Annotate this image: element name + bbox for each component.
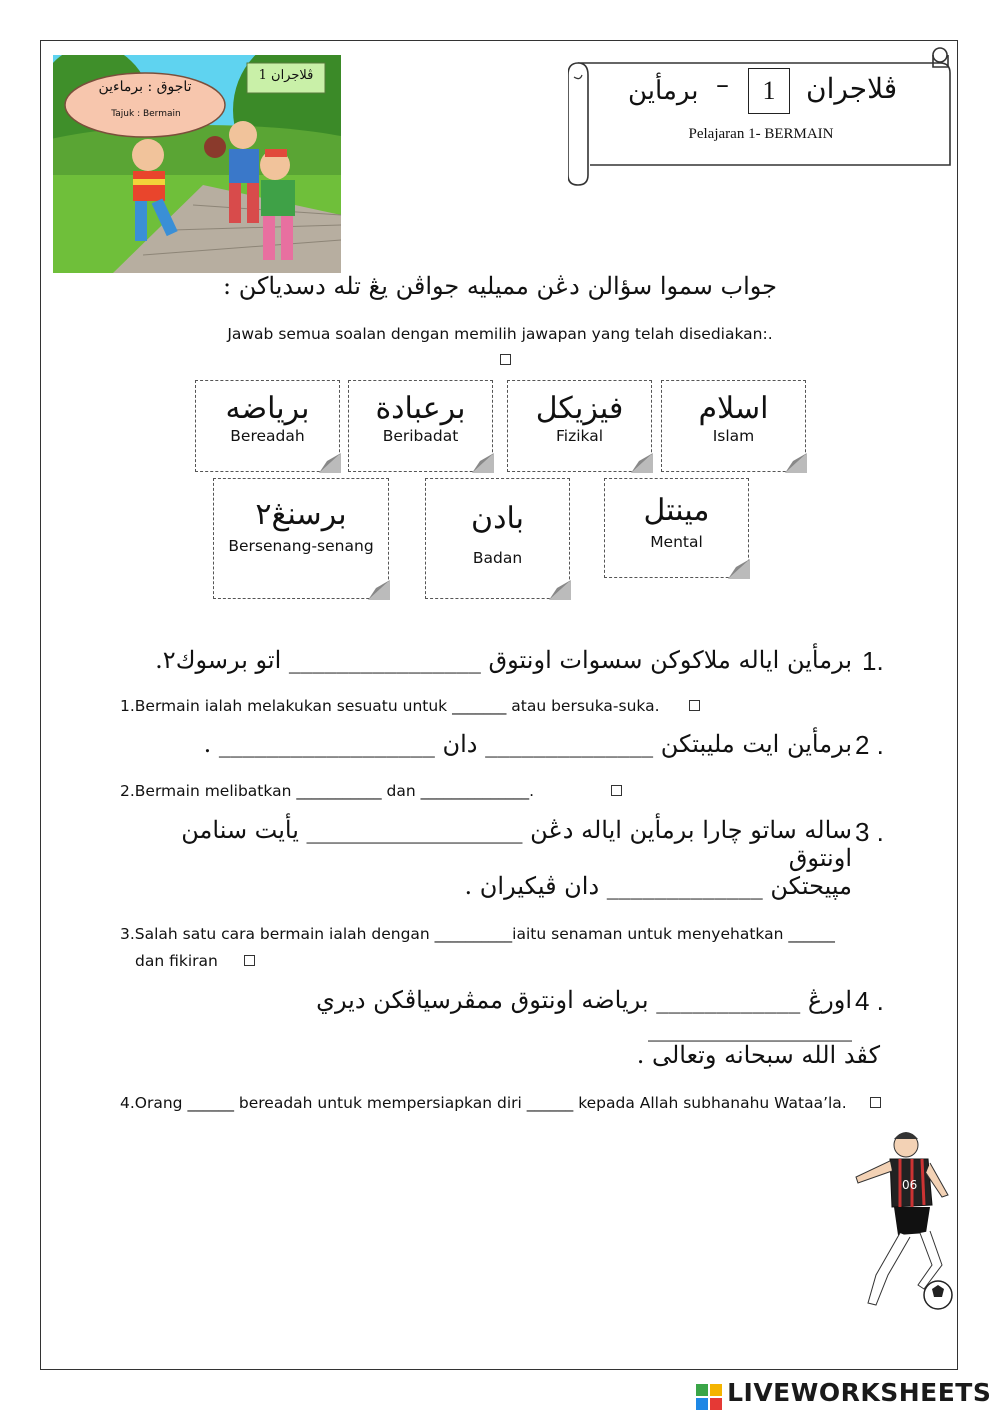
q4-answer-checkbox[interactable] bbox=[870, 1097, 881, 1108]
q2-rumi: 2.Bermain melibatkan ___________ dan ______________. bbox=[120, 782, 535, 800]
word-card-mental[interactable] bbox=[604, 478, 749, 578]
word-card-beribadat[interactable] bbox=[348, 380, 493, 472]
page-curl-icon bbox=[728, 559, 750, 579]
banner-bermain-jawi: برمأين bbox=[628, 76, 699, 106]
word-card-fizikal[interactable] bbox=[507, 380, 652, 472]
page-curl-icon bbox=[319, 453, 341, 473]
banner-subtitle: Pelajaran 1- BERMAIN bbox=[688, 126, 834, 142]
card-rumi: Beribadat bbox=[382, 427, 459, 445]
card-jawi: برسنڠ٢ bbox=[255, 497, 347, 532]
cover-tajuk-rumi: Tajuk : Bermain bbox=[111, 109, 181, 119]
q4-number: 4 . bbox=[855, 986, 884, 1016]
page-curl-icon bbox=[472, 453, 494, 473]
card-jawi: برعبادة bbox=[375, 391, 466, 426]
q1-jawi: برمأين اياله ملاكوكن سسوات اونتوق ________________ اتو برسوك٢. bbox=[155, 646, 852, 674]
liveworksheets-logo-icon bbox=[696, 1384, 722, 1410]
q3-jawi-line1: ساله ساتو چارا برمأين اياله دڠن __________________ يأيت سنامن اونتوق bbox=[181, 816, 852, 872]
q3-rumi-line2: dan fikiran bbox=[135, 952, 218, 970]
liveworksheets-logo bbox=[696, 1378, 991, 1408]
jersey-number: 06 bbox=[902, 1178, 918, 1192]
card-jawi: اسلام bbox=[698, 391, 769, 426]
card-jawi: فيزيكل bbox=[535, 391, 624, 426]
instruction-rumi: Jawab semua soalan dengan memilih jawapan yang telah disediakan:. bbox=[227, 325, 773, 343]
card-rumi: Fizikal bbox=[555, 427, 604, 445]
q2-number: 2 . bbox=[855, 730, 884, 760]
cover-lesson-label: ڤلاجران 1 bbox=[258, 68, 314, 83]
q3-rumi-line1: 3.Salah satu cara bermain ialah dengan __________iaitu senaman untuk menyehatkan ______ bbox=[120, 925, 835, 943]
page-curl-icon bbox=[368, 580, 390, 600]
lesson-number-box: 1 bbox=[748, 68, 790, 114]
banner-dash: – bbox=[716, 70, 729, 100]
q3-jawi-line2: مپيحتكن _____________ دان ڤيكيران . bbox=[464, 872, 852, 900]
instruction-jawi: جواب سموا سؤالن دڠن مميليه جواڤن يڠ تله دسدياكن : bbox=[222, 272, 778, 300]
q3-answer-checkbox[interactable] bbox=[244, 955, 255, 966]
q4-jawi-line1: اورڠ ____________ برياضه اونتوق ممڤرسياڤكن ديري _________________ bbox=[316, 986, 852, 1042]
word-card-bersenang-senang[interactable] bbox=[213, 478, 389, 599]
q1-rumi: 1.Bermain ialah melakukan sesuatu untuk _______ atau bersuka-suka. bbox=[120, 697, 660, 715]
card-jawi: بادن bbox=[471, 501, 524, 536]
card-rumi: Bereadah bbox=[230, 427, 305, 445]
cover-tajuk-jawi: تاجوق : برماءين bbox=[98, 79, 192, 95]
q4-rumi: 4.Orang ______ bereadah untuk mempersiapkan diri ______ kepada Allah subhanahu Wataa’la. bbox=[120, 1094, 847, 1112]
q3-number: 3 . bbox=[855, 817, 884, 847]
card-rumi: Mental bbox=[650, 533, 703, 551]
card-rumi: Badan bbox=[472, 549, 523, 567]
lesson-banner bbox=[568, 45, 952, 190]
card-rumi: Islam bbox=[712, 427, 755, 445]
word-card-bereadah[interactable] bbox=[195, 380, 340, 472]
q1-number: 1. bbox=[862, 646, 884, 676]
card-jawi: برياضه bbox=[225, 391, 310, 426]
q2-jawi: برمأين ايت مليبتكن ______________ دان __________________ . bbox=[203, 730, 852, 758]
q4-jawi-line2: كڤد الله سبحانه وتعالى . bbox=[636, 1041, 880, 1069]
banner-pelajaran-jawi: ڤلاجران bbox=[806, 72, 898, 105]
q1-answer-checkbox[interactable] bbox=[689, 700, 700, 711]
word-card-badan[interactable] bbox=[425, 478, 570, 599]
page-curl-icon bbox=[785, 453, 807, 473]
page-curl-icon bbox=[549, 580, 571, 600]
football-player-illustration bbox=[846, 1125, 956, 1315]
page-curl-icon bbox=[631, 453, 653, 473]
instruction-checkbox[interactable] bbox=[500, 354, 511, 365]
brand-text: LIVEWORKSHEETS bbox=[727, 1378, 992, 1407]
card-rumi: Bersenang-senang bbox=[228, 537, 374, 555]
cover-illustration bbox=[53, 55, 341, 273]
q2-answer-checkbox[interactable] bbox=[611, 785, 622, 796]
word-card-islam[interactable] bbox=[661, 380, 806, 472]
card-jawi: مينتل bbox=[643, 493, 710, 528]
